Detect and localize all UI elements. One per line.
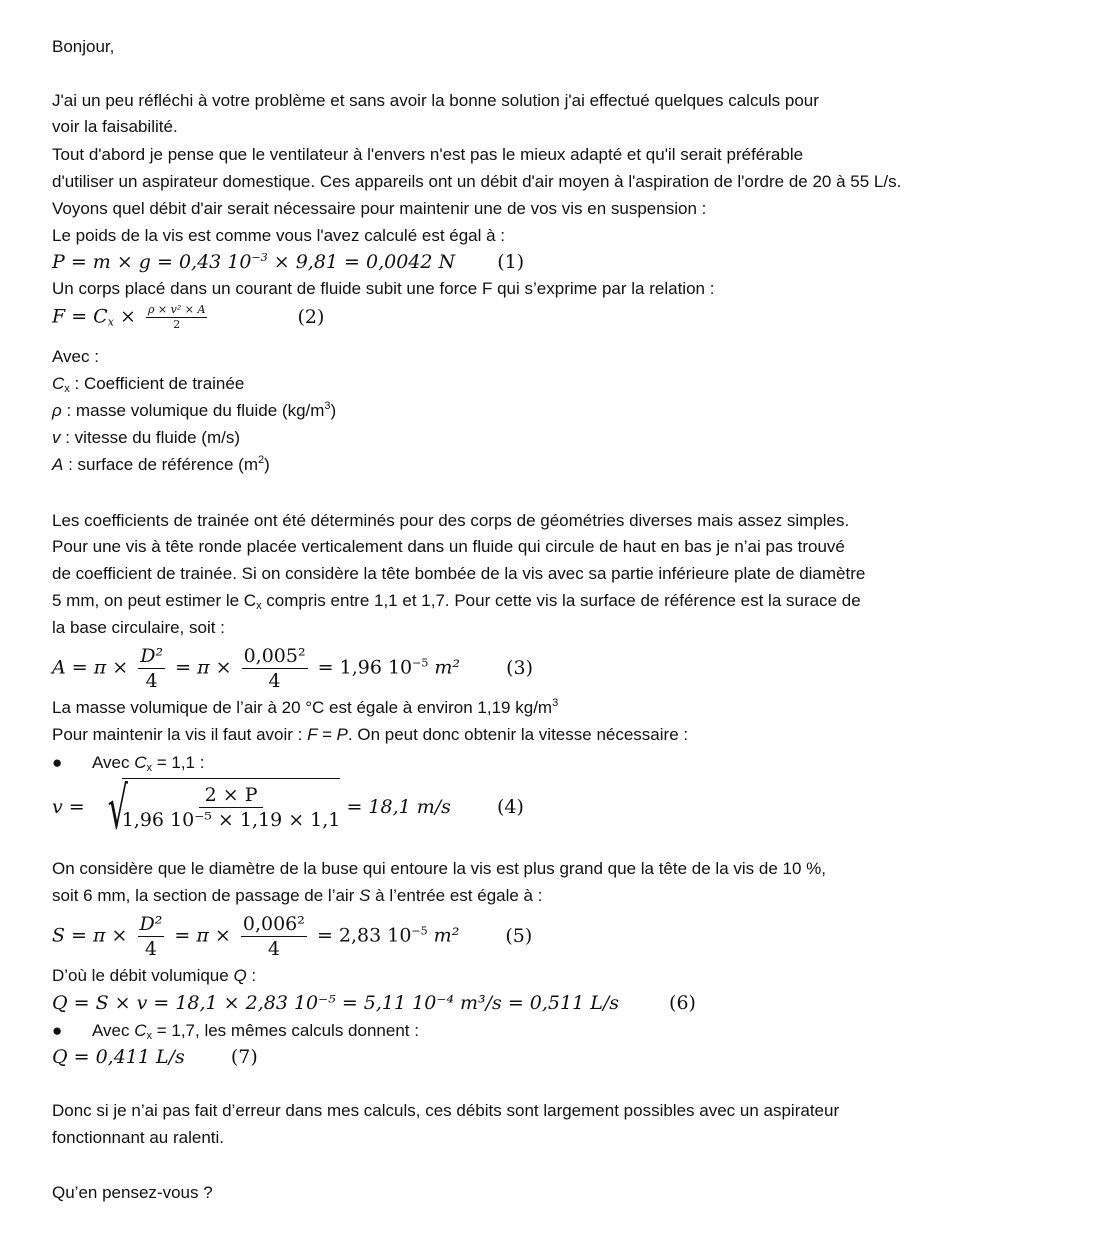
fraction: $\frac{\text{ρ × v² × A}}{2}$ xyxy=(147,303,206,331)
intro-line: voir la faisabilité. xyxy=(52,117,178,136)
equation-number: (7) xyxy=(230,1046,258,1068)
equation-6: Q = S × v = 18,1 × 2,83 10⁻⁵ = 5,11 10⁻⁴ m³/s = 0,511 L/s (6) xyxy=(52,992,696,1014)
force-intro: Un corps placé dans un courant de fluide subit une force F qui s’exprime par la relation : xyxy=(52,279,715,298)
fraction: $\frac{\text{D²}}{4}$ xyxy=(140,645,164,692)
bullet-cx-1-7: ● Avec $C_x = 1,7$, les mêmes calculs donnent : xyxy=(52,1021,419,1042)
equation-4: v = √ $\frac{2 \times P}{\text{1,96 10⁻⁵ × 1,19 × 1,1}}$ = 18,1 m/s (4) xyxy=(52,774,524,842)
nozzle-line: soit 6 mm, la section de passage de l’air S à l’entrée est égale à : xyxy=(52,886,543,905)
equation-2: $F = C_x$ × $\frac{\text{ρ × v² × A}}{2}$ (2) xyxy=(52,303,325,331)
bullet-cx-1-1: ● Avec $C_x = 1,1$ : xyxy=(52,753,205,774)
conclusion-line: Donc si je n’ai pas fait d’erreur dans mes calculs, ces débits sont largement possibles avec un aspirateur xyxy=(52,1101,840,1120)
equation-number: (5) xyxy=(505,924,533,947)
equation-number: (2) xyxy=(297,305,325,328)
definition-v: v : vitesse du fluide (m/s) xyxy=(52,428,241,447)
equation-number: (3) xyxy=(506,656,533,679)
intro-line: Voyons quel débit d'air serait nécessaire pour maintenir une de vos vis en suspension : xyxy=(52,199,707,218)
coeff-line: Pour une vis à tête ronde placée verticalement dans un fluide qui circule de haut en bas je n’ai pas trouvé xyxy=(52,537,845,556)
intro-line: Le poids de la vis est comme vous l'avez calculé est égal à : xyxy=(52,226,506,245)
coeff-line: la base circulaire, soit : xyxy=(52,618,225,637)
definition-rho: ρ : masse volumique du fluide $(kg/m^3)$ xyxy=(52,400,337,420)
coeff-line: de coefficient de trainée. Si on considère la tête bombée de la vis avec sa partie inférieure plate de diamètre xyxy=(52,564,866,583)
equation-number: (6) xyxy=(669,992,696,1014)
intro-line: d'utiliser un aspirateur domestique. Ces appareils ont un débit d'air moyen à l'aspiration de l'ordre de 20 à 55 L/s. xyxy=(52,172,902,191)
equation-3: A = π × $\frac{\text{D²}}{4}$ = π × $\frac{\text{0,005²}}{4}$ = 1,96 $10^{-5}$ m² (3) xyxy=(52,645,533,692)
equation-1: P = m × g = 0,43 $10^{-3} \times 9,81 = 0,0042$ N (1) xyxy=(52,251,525,273)
intro-line: J'ai un peu réfléchi à votre problème et sans avoir la bonne solution j'ai effectué quelques calculs pour xyxy=(52,91,819,110)
bullet-icon: ● xyxy=(52,753,63,772)
closing: Qu’en pensez-vous ? xyxy=(52,1183,213,1202)
flow-intro: D’où le débit volumique Q : xyxy=(52,966,257,985)
nozzle-line: On considère que le diamètre de la buse qui entoure la vis est plus grand que la tête de la vis de 10 %, xyxy=(52,859,826,878)
greeting: Bonjour, xyxy=(52,37,115,56)
equation-5: S = π × $\frac{\text{D²}}{4}$ = π × $\frac{\text{0,006²}}{4}$ = 2,83 $10^{-5}$ m² (5) xyxy=(52,913,533,960)
conclusion-line: fonctionnant au ralenti. xyxy=(52,1128,225,1147)
avec-label: Avec : xyxy=(52,347,99,366)
fraction: $\frac{\text{0,006²}}{4}$ xyxy=(242,913,305,960)
fraction: $\frac{\text{D²}}{4}$ xyxy=(139,913,163,960)
definition-cx: $C_x$ : Coefficient de trainée xyxy=(52,374,245,395)
radical-icon: √ xyxy=(107,774,128,842)
bullet-icon: ● xyxy=(52,1021,63,1040)
coeff-line: 5 mm, on peut estimer le $C_x$ compris entre 1,1 et 1,7. Pour cette vis la surface de référence est la surace de xyxy=(52,591,861,612)
fraction: $\frac{\text{0,005²}}{4}$ xyxy=(243,645,306,692)
equation-7: Q = 0,411 L/s (7) xyxy=(52,1046,258,1068)
definition-a: A : surface de référence $(m^2)$ xyxy=(52,454,270,474)
intro-line: Tout d'abord je pense que le ventilateur à l'envers n'est pas le mieux adapté et qu'il serait préférable xyxy=(52,145,804,164)
equation-number: (4) xyxy=(496,796,524,818)
coeff-line: Les coefficients de trainée ont été déterminés pour des corps de géométries diverses mais assez simples. xyxy=(52,511,850,530)
condition-line: Pour maintenir la vis il faut avoir : F = P. On peut donc obtenir la vitesse nécessaire : xyxy=(52,725,689,744)
fraction: $\frac{2 \times P}{\text{1,96 10⁻⁵ × 1,19 × 1,1}}$ xyxy=(121,784,341,831)
equation-number: (1) xyxy=(497,251,525,273)
air-density: La masse volumique de l’air à 20 °C est égale à environ 1,19 $kg/m^3$ xyxy=(52,697,559,717)
